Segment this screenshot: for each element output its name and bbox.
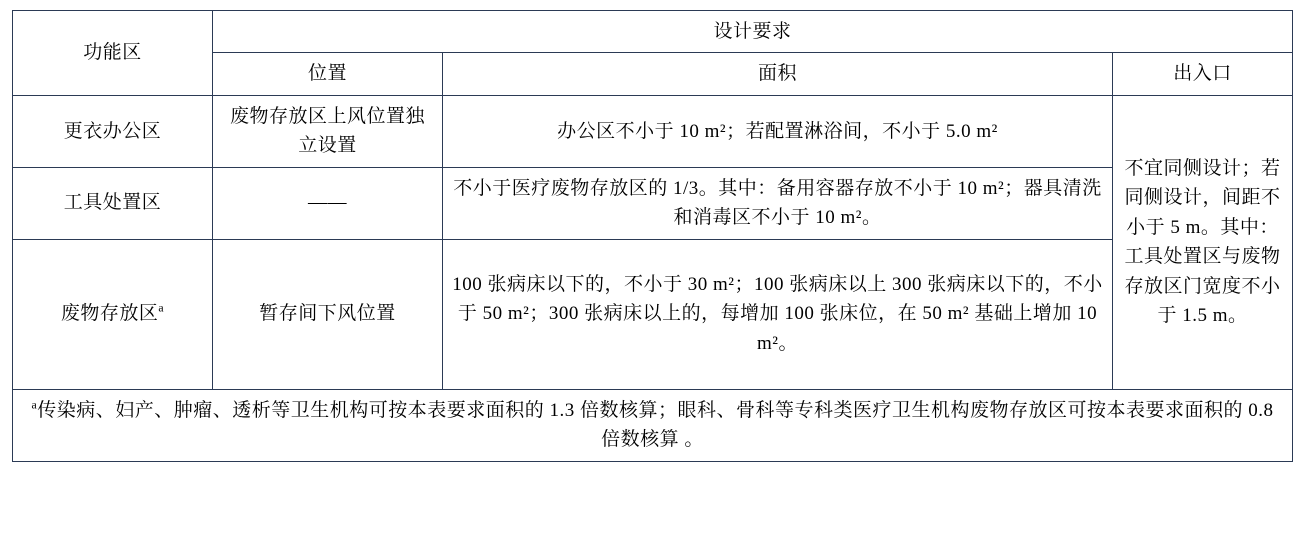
footnote-text: 传染病、妇产、肿瘤、透析等卫生机构可按本表要求面积的 1.3 倍数核算；眼科、骨科等专科类医疗卫生机构废物存放区可按本表要求面积的 0.8 倍数核算 。 xyxy=(37,399,1274,451)
header-area: 面积 xyxy=(443,53,1113,95)
footnote-marker: a xyxy=(31,398,38,412)
table-row xyxy=(13,239,1293,389)
table-row xyxy=(13,167,1293,239)
table-header-row-1 xyxy=(13,11,1293,53)
header-location: 位置 xyxy=(213,53,443,95)
table-footnote-row xyxy=(13,389,1293,461)
cell-area-2: 不小于医疗废物存放区的 1/3。其中：备用容器存放不小于 10 m²；器具清洗和消毒区不小于 10 m²。 xyxy=(443,167,1113,239)
header-design-requirement: 设计要求 xyxy=(213,11,1293,53)
cell-function-zone-2: 工具处置区 xyxy=(13,167,213,239)
cell-function-zone-3-text: 废物存放区 xyxy=(60,303,159,325)
cell-location-1: 废物存放区上风位置独立设置 xyxy=(213,95,443,167)
header-function-zone: 功能区 xyxy=(13,11,213,96)
table-header xyxy=(13,11,1293,96)
cell-location-2: —— xyxy=(213,167,443,239)
table-body xyxy=(13,95,1293,461)
cell-entrance-exit: 不宜同侧设计；若同侧设计，间距不小于 5 m。其中：工具处置区与废物存放区门宽度不小于 1.5 m。 xyxy=(1113,95,1293,389)
table-row xyxy=(13,95,1293,167)
cell-area-3: 100 张病床以下的，不小于 30 m²；100 张病床以上 300 张病床以下的，不小于 50 m²；300 张病床以上的，每增加 100 张床位，在 50 m² 基础上增加 10 m²。 xyxy=(443,239,1113,389)
footnote-ref-marker: a xyxy=(158,302,165,316)
cell-location-3: 暂存间下风位置 xyxy=(213,239,443,389)
specification-table xyxy=(12,10,1293,462)
cell-footnote xyxy=(13,389,1293,461)
cell-area-1: 办公区不小于 10 m²；若配置淋浴间，不小于 5.0 m² xyxy=(443,95,1113,167)
cell-function-zone-1: 更衣办公区 xyxy=(13,95,213,167)
header-entrance-exit: 出入口 xyxy=(1113,53,1293,95)
cell-function-zone-3 xyxy=(13,239,213,389)
